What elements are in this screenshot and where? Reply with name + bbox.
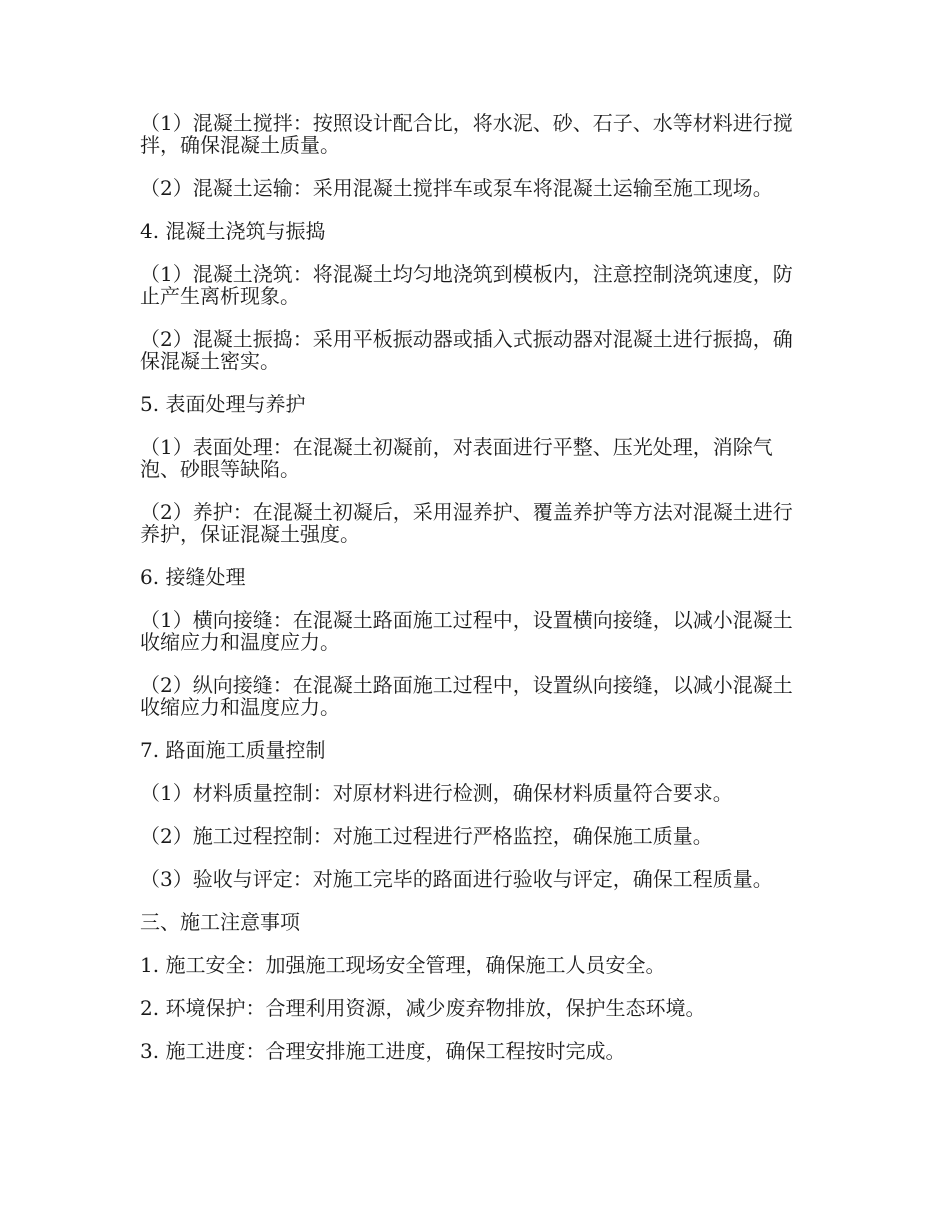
document-body bbox=[140, 112, 810, 1083]
section-heading-joints: 6. 接缝处理 bbox=[140, 565, 246, 589]
paragraph-schedule: 3. 施工进度：合理安排施工进度，确保工程按时完成。 bbox=[140, 1039, 626, 1063]
paragraph-surface-treatment: （1）表面处理：在混凝土初凝前，对表面进行平整、压光处理，消除气泡、砂眼等缺陷。 bbox=[140, 435, 773, 481]
section-heading-pouring: 4. 混凝土浇筑与振捣 bbox=[140, 219, 326, 243]
paragraph-environment: 2. 环境保护：合理利用资源，减少废弃物排放，保护生态环境。 bbox=[140, 996, 706, 1020]
paragraph-curing: （2）养护：在混凝土初凝后，采用湿养护、覆盖养护等方法对混凝土进行养护，保证混凝土强度。 bbox=[140, 500, 793, 546]
section-heading-surface-curing: 5. 表面处理与养护 bbox=[140, 392, 306, 416]
paragraph-transverse-joint: （1）横向接缝：在混凝土路面施工过程中，设置横向接缝，以减小混凝土收缩应力和温度应力。 bbox=[140, 608, 793, 654]
paragraph-process-control: （2）施工过程控制：对施工过程进行严格监控，确保施工质量。 bbox=[140, 824, 713, 848]
paragraph-acceptance: （3）验收与评定：对施工完毕的路面进行验收与评定，确保工程质量。 bbox=[140, 867, 773, 891]
section-heading-quality-control: 7. 路面施工质量控制 bbox=[140, 738, 326, 762]
paragraph-pouring: （1）混凝土浇筑：将混凝土均匀地浇筑到模板内，注意控制浇筑速度，防止产生离析现象。 bbox=[140, 262, 793, 308]
chapter-heading-precautions: 三、施工注意事项 bbox=[140, 910, 300, 934]
paragraph-safety: 1. 施工安全：加强施工现场安全管理，确保施工人员安全。 bbox=[140, 953, 666, 977]
paragraph-transport: （2）混凝土运输：采用混凝土搅拌车或泵车将混凝土运输至施工现场。 bbox=[140, 176, 773, 200]
paragraph-longitudinal-joint: （2）纵向接缝：在混凝土路面施工过程中，设置纵向接缝，以减小混凝土收缩应力和温度应力。 bbox=[140, 673, 793, 719]
paragraph-material-quality: （1）材料质量控制：对原材料进行检测，确保材料质量符合要求。 bbox=[140, 781, 733, 805]
paragraph-mixing: （1）混凝土搅拌：按照设计配合比，将水泥、砂、石子、水等材料进行搅拌，确保混凝土质量。 bbox=[140, 111, 793, 157]
paragraph-vibrating: （2）混凝土振捣：采用平板振动器或插入式振动器对混凝土进行振捣，确保混凝土密实。 bbox=[140, 327, 793, 373]
